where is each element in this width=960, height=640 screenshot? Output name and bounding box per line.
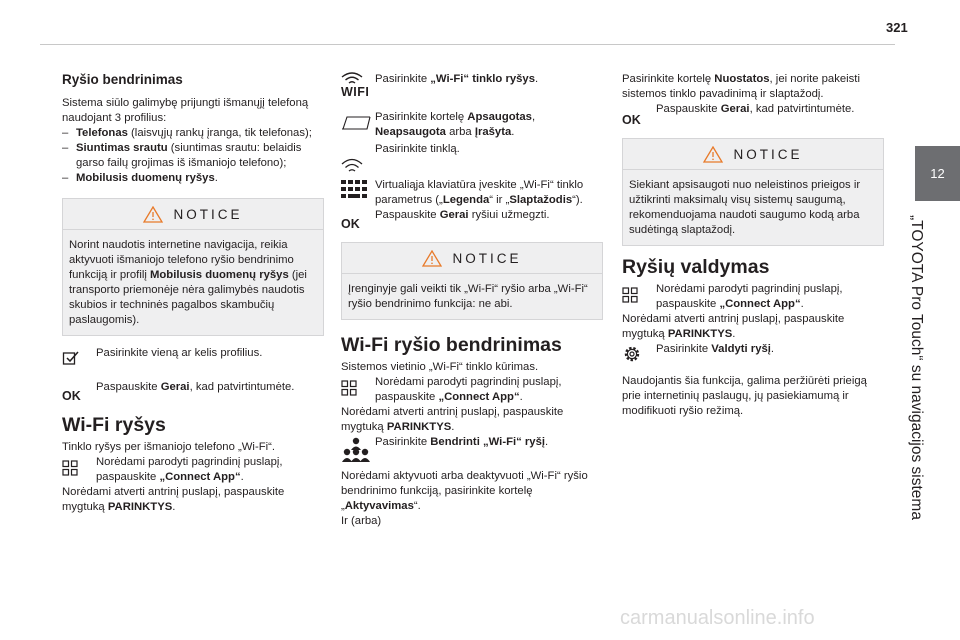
checklist-icon <box>62 350 80 368</box>
profile-item: – Siuntimas srautu (siuntimas srautu: belaidis garso failų grojimas iš išmaniojo telefono); <box>62 142 302 169</box>
step-row: Pasirinkite Bendrinti „Wi-Fi“ ryšį. <box>341 435 603 465</box>
column-3 <box>622 72 884 419</box>
heading-connection-sharing: Ryšio bendrinimas <box>62 72 183 87</box>
notice-text: Siekiant apsisaugoti nuo neleistinos prieigos ir užtikrinti maksimalų visų sistemų saugumą, rekomenduojama naudoti saugumo kodą arba sudėtingą slaptažodį. <box>629 179 861 236</box>
step-row: OK Paspauskite Gerai ryšiui užmegzti. <box>341 209 550 231</box>
notice-box <box>341 242 603 320</box>
network-wifi-icon <box>341 158 363 174</box>
page-number: 321 <box>886 20 908 35</box>
ok-icon: OK <box>62 389 81 403</box>
or-line: Ir (arba) <box>341 515 382 527</box>
step-row: Norėdami parodyti pagrindinį puslapį, paspauskite „Connect App“. <box>341 375 603 405</box>
watermark: carmanualsonline.info <box>620 607 815 629</box>
share-intro: Sistemos vietinio „Wi-Fi“ tinklo kūrimas. <box>341 361 539 373</box>
keyboard-icon <box>341 180 367 198</box>
heading-wifi-sharing: Wi-Fi ryšio bendrinimas <box>341 334 562 356</box>
gear-icon <box>622 344 642 364</box>
step-select-profiles: Pasirinkite vieną ar kelis profilius. <box>96 347 263 359</box>
heading-wifi-connection: Wi-Fi ryšys <box>62 414 166 436</box>
wifi-icon <box>341 72 363 85</box>
step-row: OK Paspauskite Gerai, kad patvirtintumėte. <box>62 381 295 403</box>
column-2 <box>341 72 603 529</box>
activation-text: Norėdami aktyvuoti arba deaktyvuoti „Wi-Fi“ ryšio bendrinimo funkciją, pasirinkite kortelę „Aktyvavimas“. <box>341 470 588 512</box>
step-row: Pasirinkite Valdyti ryšį. <box>622 342 884 366</box>
notice-box: NOTICE Norint naudotis internetine navigacija, reikia aktyvuoti išmaniojo telefono ryšio bendrinimo funkciją ir profilį Mobilusis duomenų ryšys (jei transporto priemonėje nėra galimybės naudotis skubios ir techninės pagalbos skambučių paslaugomis). <box>62 198 324 336</box>
profiles-intro: Sistema siūlo galimybę prijungti išmanųjį telefoną naudojant 3 profilius: <box>62 97 309 124</box>
notice-title: NOTICE <box>173 206 243 222</box>
profile-item: – Mobilusis duomenų ryšys. <box>62 172 218 184</box>
profile-item: – Telefonas (laisvųjų rankų įranga, tik telefonas); <box>62 127 312 139</box>
wifi-intro: Tinklo ryšys per išmaniojo telefono „Wi-Fi“. <box>62 441 276 453</box>
settings-text: Pasirinkite kortelę Nuostatos, jei norite pakeisti sistemos tinklo pavadinimą ir slaptažodį. <box>622 73 860 100</box>
app-grid-icon <box>622 287 638 303</box>
step-row: Pasirinkite kortelę Apsaugotas, Neapsaugota arba Įrašyta. <box>341 110 603 140</box>
ok-icon: OK <box>622 113 641 127</box>
step-row: Virtualiąja klaviatūra įveskite „Wi-Fi“ tinklo parametrus („Legenda“ ir „Slaptažodis“). <box>341 178 603 208</box>
share-users-icon <box>341 437 371 463</box>
chapter-tab: 12 <box>915 146 960 201</box>
manage-description: Naudojantis šia funkcija, galima peržiūrėti prieigą prie internetinių paslaugų, jų pasiekiamumą ir modifikuoti ryšio režimą. <box>622 375 867 417</box>
ok-icon: OK <box>341 217 360 231</box>
warning-icon <box>703 146 723 163</box>
step-select-network: Pasirinkite tinklą. <box>375 143 460 155</box>
open-secondary-page: Norėdami atverti antrinį puslapį, paspauskite mygtuką PARINKTYS. <box>62 486 285 513</box>
notice-box <box>622 138 884 246</box>
notice-title: NOTICE <box>733 146 803 162</box>
column-1 <box>62 72 324 515</box>
step-row <box>341 142 603 174</box>
step-row: WIFI Pasirinkite „Wi-Fi“ tinklo ryšys. <box>341 73 539 99</box>
warning-icon <box>422 250 442 267</box>
app-grid-icon <box>62 460 78 476</box>
heading-connection-management: Ryšių valdymas <box>622 256 770 278</box>
step-row <box>62 346 324 372</box>
notice-text: Įrenginyje gali veikti tik „Wi-Fi“ ryšio arba „Wi-Fi“ ryšio bendrinimo funkcija: ne abi. <box>348 283 588 310</box>
notice-title: NOTICE <box>452 250 522 266</box>
step-row: OK Paspauskite Gerai, kad patvirtintumėte. <box>622 103 855 127</box>
open-secondary-page: Norėdami atverti antrinį puslapį, paspauskite mygtuką PARINKTYS. <box>341 406 564 433</box>
wifi-icon-label: WIFI <box>341 85 370 99</box>
open-secondary-page: Norėdami atverti antrinį puslapį, paspauskite mygtuką PARINKTYS. <box>622 313 845 340</box>
header-rule <box>40 44 895 45</box>
warning-icon <box>143 206 163 223</box>
step-row: Norėdami parodyti pagrindinį puslapį, paspauskite „Connect App“. <box>622 282 884 312</box>
app-grid-icon <box>341 380 357 396</box>
chapter-title <box>905 215 929 595</box>
chapter-title-text: „TOYOTA Pro Touch“ su navigacijos sistema <box>908 215 925 520</box>
tab-card-icon <box>341 116 371 130</box>
step-row: Norėdami parodyti pagrindinį puslapį, paspauskite „Connect App“. <box>62 455 324 485</box>
